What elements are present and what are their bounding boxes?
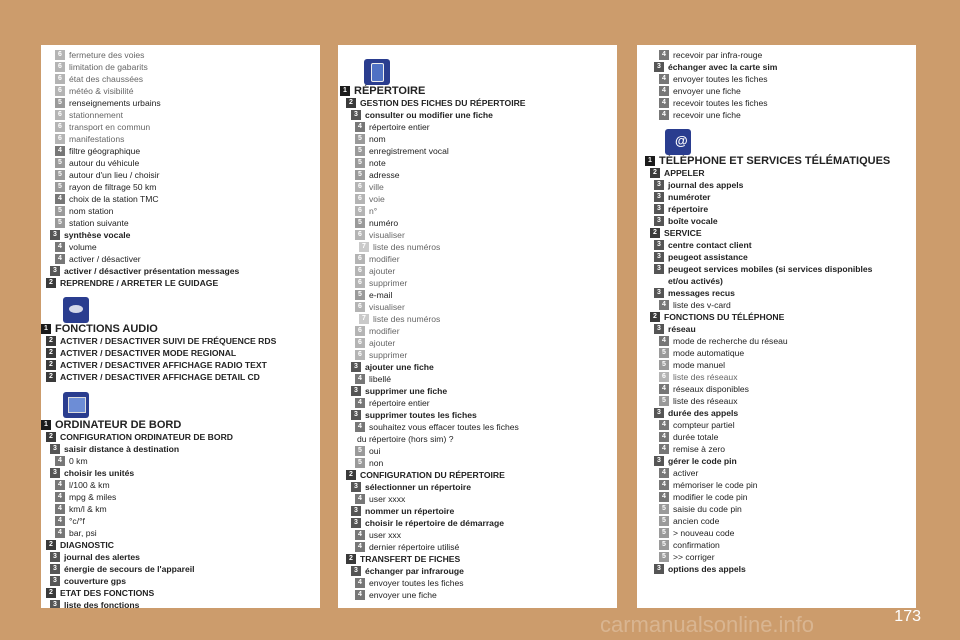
level-badge: 4 — [55, 242, 65, 252]
menu-item-label: recevoir toutes les fiches — [673, 98, 768, 108]
menu-item-label: confirmation — [673, 540, 720, 550]
menu-item-label: répertoire — [668, 204, 709, 214]
level-badge: 4 — [355, 590, 365, 600]
menu-item-label: manifestations — [69, 134, 125, 144]
menu-item-label: modifier — [369, 254, 400, 264]
level-badge: 6 — [659, 372, 669, 382]
menu-item-label: CONFIGURATION ORDINATEUR DE BORD — [60, 432, 233, 442]
level-badge: 5 — [659, 396, 669, 406]
level-badge: 5 — [355, 146, 365, 156]
menu-item-label: l/100 & km — [69, 480, 110, 490]
menu-item-label: 0 km — [69, 456, 88, 466]
level-badge: 1 — [340, 86, 350, 96]
menu-item-label: liste des numéros — [373, 314, 441, 324]
level-badge: 3 — [50, 230, 60, 240]
menu-item-label: n° — [369, 206, 378, 216]
menu-item-label: réseaux disponibles — [673, 384, 749, 394]
menu-item-label: GESTION DES FICHES DU RÉPERTOIRE — [360, 98, 526, 108]
menu-item-label: synthèse vocale — [64, 230, 131, 240]
level-badge: 6 — [355, 182, 365, 192]
menu-item-label: activer / désactiver — [69, 254, 141, 264]
menu-item-label: choisir les unités — [64, 468, 135, 478]
level-badge: 4 — [659, 110, 669, 120]
page-number: 173 — [894, 608, 921, 625]
menu-item-label: user xxxx — [369, 494, 406, 504]
menu-item-label: gérer le code pin — [668, 456, 737, 466]
level-badge: 6 — [55, 122, 65, 132]
level-badge: 4 — [55, 456, 65, 466]
menu-item-label: mémoriser le code pin — [673, 480, 758, 490]
menu-item-label: SERVICE — [664, 228, 702, 238]
menu-item-label: centre contact client — [668, 240, 752, 250]
level-badge: 3 — [654, 456, 664, 466]
menu-item-label: météo & visibilité — [69, 86, 134, 96]
level-badge: 2 — [46, 432, 56, 442]
level-badge: 6 — [355, 230, 365, 240]
menu-item-label: échanger avec la carte sim — [668, 62, 778, 72]
level-badge: 5 — [659, 360, 669, 370]
level-badge: 3 — [654, 324, 664, 334]
menu-item-label: filtre géographique — [69, 146, 141, 156]
menu-item-label: FONCTIONS DU TÉLÉPHONE — [664, 312, 785, 322]
menu-item-label: ETAT DES FONCTIONS — [60, 588, 155, 598]
level-badge: 6 — [55, 74, 65, 84]
level-badge: 6 — [355, 338, 365, 348]
level-badge: 2 — [346, 470, 356, 480]
menu-item-label: TÉLÉPHONE ET SERVICES TÉLÉMATIQUES — [659, 155, 891, 167]
menu-item-label: transport en commun — [69, 122, 151, 132]
menu-item-label: adresse — [369, 170, 400, 180]
menu-item-label: consulter ou modifier une fiche — [365, 110, 493, 120]
menu-item-label: réseau — [668, 324, 696, 334]
menu-item-label: visualiser — [369, 302, 405, 312]
level-badge: 2 — [650, 168, 660, 178]
menu-item-label: autour d'un lieu / choisir — [69, 170, 160, 180]
level-badge: 5 — [659, 552, 669, 562]
level-badge: 4 — [659, 50, 669, 60]
level-badge: 6 — [355, 206, 365, 216]
menu-item-label: ACTIVER / DESACTIVER SUIVI DE FRÉQUENCE RDS — [60, 336, 277, 346]
menu-item-label: envoyer toutes les fiches — [673, 74, 768, 84]
level-badge: 5 — [355, 458, 365, 468]
menu-item-label: enregistrement vocal — [369, 146, 449, 156]
menu-item-label: répertoire entier — [369, 398, 430, 408]
level-badge: 4 — [659, 336, 669, 346]
level-badge: 4 — [355, 578, 365, 588]
level-badge: 2 — [46, 372, 56, 382]
menu-item-label: modifier — [369, 326, 400, 336]
level-badge: 3 — [351, 506, 361, 516]
menu-item-label: fermeture des voies — [69, 50, 145, 60]
level-badge: 3 — [654, 180, 664, 190]
menu-item-label: e-mail — [369, 290, 393, 300]
level-badge: 3 — [654, 564, 664, 574]
menu-item-label: > nouveau code — [673, 528, 735, 538]
menu-item-label: et/ou activés) — [668, 276, 723, 286]
menu-item-label: ville — [369, 182, 384, 192]
menu-item-label: ajouter — [369, 266, 396, 276]
menu-item-label: journal des appels — [668, 180, 744, 190]
menu-item-label: visualiser — [369, 230, 405, 240]
menu-item-label: liste des fonctions — [64, 600, 140, 608]
level-badge: 4 — [355, 398, 365, 408]
level-badge: 5 — [55, 158, 65, 168]
menu-item-label: activer — [673, 468, 699, 478]
menu-item-label: note — [369, 158, 386, 168]
level-badge: 6 — [55, 62, 65, 72]
level-badge: 6 — [355, 326, 365, 336]
menu-item-label: durée des appels — [668, 408, 739, 418]
level-badge: 5 — [659, 504, 669, 514]
level-badge: 3 — [654, 204, 664, 214]
at-sign-glyph: @ — [675, 133, 688, 148]
menu-item-label: peugeot assistance — [668, 252, 748, 262]
menu-item-label: °c/°f — [69, 516, 85, 526]
level-badge: 4 — [659, 468, 669, 478]
menu-item-label: station suivante — [69, 218, 129, 228]
level-badge: 3 — [50, 600, 60, 608]
level-badge: 2 — [46, 360, 56, 370]
level-badge: 3 — [351, 566, 361, 576]
level-badge: 6 — [355, 194, 365, 204]
menu-item-label: supprimer — [369, 350, 408, 360]
level-badge: 4 — [659, 86, 669, 96]
menu-item-label: recevoir par infra-rouge — [673, 50, 763, 60]
level-badge: 2 — [650, 228, 660, 238]
level-badge: 4 — [659, 300, 669, 310]
level-badge: 5 — [355, 218, 365, 228]
level-badge: 2 — [46, 588, 56, 598]
menu-item-label: mode automatique — [673, 348, 745, 358]
menu-item-label: envoyer une fiche — [369, 590, 437, 600]
level-badge: 5 — [659, 516, 669, 526]
phonebook-icon — [364, 59, 390, 85]
menu-item-label: répertoire entier — [369, 122, 430, 132]
level-badge: 3 — [351, 386, 361, 396]
menu-item-label: saisie du code pin — [673, 504, 742, 514]
level-badge: 6 — [55, 86, 65, 96]
audio-icon — [63, 297, 89, 323]
menu-item-label: bar, psi — [69, 528, 97, 538]
level-badge: 5 — [55, 98, 65, 108]
level-badge: 4 — [659, 420, 669, 430]
level-badge: 3 — [654, 408, 664, 418]
menu-item-label: numéro — [369, 218, 399, 228]
menu-item-label: nom — [369, 134, 386, 144]
level-badge: 4 — [55, 528, 65, 538]
level-badge: 1 — [41, 420, 51, 430]
menu-item-label: non — [369, 458, 384, 468]
level-badge: 3 — [654, 264, 664, 274]
level-badge: 4 — [355, 374, 365, 384]
level-badge: 5 — [659, 540, 669, 550]
menu-item-label: supprimer — [369, 278, 408, 288]
level-badge: 4 — [355, 122, 365, 132]
level-badge: 7 — [359, 314, 369, 324]
level-badge: 4 — [355, 422, 365, 432]
menu-item-label: supprimer une fiche — [365, 386, 448, 396]
level-badge: 6 — [55, 110, 65, 120]
menu-item-label: liste des réseaux — [673, 396, 738, 406]
menu-item-label: km/l & km — [69, 504, 107, 514]
menu-item-label: APPELER — [664, 168, 705, 178]
level-badge: 3 — [654, 192, 664, 202]
menu-item-label: numéroter — [668, 192, 711, 202]
menu-item-label: mode de recherche du réseau — [673, 336, 788, 346]
level-badge: 3 — [50, 266, 60, 276]
level-badge: 1 — [41, 324, 51, 334]
level-badge: 6 — [55, 50, 65, 60]
menu-item-label: ajouter une fiche — [365, 362, 434, 372]
menu-item-label: stationnement — [69, 110, 123, 120]
level-badge: 3 — [351, 410, 361, 420]
level-badge: 6 — [355, 266, 365, 276]
menu-item-label: liste des réseaux — [673, 372, 738, 382]
level-badge: 2 — [46, 540, 56, 550]
level-badge: 5 — [659, 348, 669, 358]
menu-item-label: renseignements urbains — [69, 98, 161, 108]
level-badge: 5 — [355, 290, 365, 300]
level-badge: 2 — [650, 312, 660, 322]
level-badge: 3 — [654, 62, 664, 72]
menu-item-label: ancien code — [673, 516, 720, 526]
level-badge: 5 — [55, 182, 65, 192]
menu-item-label: user xxx — [369, 530, 401, 540]
menu-item-label: recevoir une fiche — [673, 110, 741, 120]
level-badge: 5 — [55, 206, 65, 216]
level-badge: 4 — [659, 492, 669, 502]
menu-item-label: liste des v-card — [673, 300, 731, 310]
menu-item-label: souhaitez vous effacer toutes les fiches — [369, 422, 519, 432]
level-badge: 6 — [355, 254, 365, 264]
level-badge: 5 — [355, 158, 365, 168]
level-badge: 6 — [355, 302, 365, 312]
menu-item-label: remise à zero — [673, 444, 726, 454]
level-badge: 5 — [355, 170, 365, 180]
menu-item-label: durée totale — [673, 432, 719, 442]
level-badge: 4 — [55, 516, 65, 526]
menu-column-2 — [338, 45, 617, 608]
menu-item-label: du répertoire (hors sim) ? — [357, 434, 454, 444]
menu-item-label: >> corriger — [673, 552, 715, 562]
menu-item-label: ACTIVER / DESACTIVER AFFICHAGE RADIO TEXT — [60, 360, 267, 370]
menu-item-label: peugeot services mobiles (si services disponibles — [668, 264, 873, 274]
menu-item-label: échanger par infrarouge — [365, 566, 464, 576]
level-badge: 5 — [55, 170, 65, 180]
menu-item-label: messages recus — [668, 288, 735, 298]
level-badge: 2 — [346, 98, 356, 108]
menu-item-label: activer / désactiver présentation messages — [64, 266, 240, 276]
level-badge: 6 — [355, 278, 365, 288]
level-badge: 4 — [659, 444, 669, 454]
menu-item-label: envoyer toutes les fiches — [369, 578, 464, 588]
level-badge: 4 — [659, 384, 669, 394]
level-badge: 1 — [645, 156, 655, 166]
level-badge: 4 — [55, 194, 65, 204]
menu-item-label: REPRENDRE / ARRETER LE GUIDAGE — [60, 278, 219, 288]
menu-item-label: libellé — [369, 374, 391, 384]
menu-item-label: mode manuel — [673, 360, 726, 370]
menu-item-label: oui — [369, 446, 381, 456]
menu-item-label: ACTIVER / DESACTIVER MODE REGIONAL — [60, 348, 237, 358]
level-badge: 3 — [351, 518, 361, 528]
level-badge: 3 — [654, 240, 664, 250]
menu-item-label: ORDINATEUR DE BORD — [55, 419, 182, 431]
level-badge: 4 — [659, 480, 669, 490]
menu-item-label: choisir le répertoire de démarrage — [365, 518, 504, 528]
menu-item-label: ajouter — [369, 338, 396, 348]
level-badge: 5 — [55, 218, 65, 228]
menu-item-label: ACTIVER / DESACTIVER AFFICHAGE DETAIL CD — [60, 372, 260, 382]
level-badge: 2 — [346, 554, 356, 564]
menu-item-label: journal des alertes — [64, 552, 140, 562]
telematics-icon — [665, 129, 691, 155]
level-badge: 7 — [359, 242, 369, 252]
level-badge: 2 — [46, 336, 56, 346]
menu-item-label: envoyer une fiche — [673, 86, 741, 96]
level-badge: 6 — [355, 350, 365, 360]
menu-column-1 — [41, 45, 320, 608]
level-badge: 4 — [659, 74, 669, 84]
level-badge: 4 — [659, 98, 669, 108]
level-badge: 4 — [55, 146, 65, 156]
level-badge: 3 — [351, 482, 361, 492]
level-badge: 3 — [654, 252, 664, 262]
menu-column-3 — [637, 45, 916, 608]
menu-item-label: FONCTIONS AUDIO — [55, 323, 158, 335]
level-badge: 4 — [355, 494, 365, 504]
menu-item-label: rayon de filtrage 50 km — [69, 182, 157, 192]
menu-item-label: supprimer toutes les fiches — [365, 410, 477, 420]
menu-item-label: sélectionner un répertoire — [365, 482, 472, 492]
menu-item-label: volume — [69, 242, 97, 252]
menu-item-label: état des chaussées — [69, 74, 144, 84]
menu-item-label: nom station — [69, 206, 114, 216]
menu-item-label: DIAGNOSTIC — [60, 540, 114, 550]
level-badge: 3 — [654, 216, 664, 226]
menu-item-label: couverture gps — [64, 576, 127, 586]
menu-item-label: modifier le code pin — [673, 492, 748, 502]
level-badge: 5 — [659, 528, 669, 538]
menu-item-label: choix de la station TMC — [69, 194, 159, 204]
menu-item-label: limitation de gabarits — [69, 62, 148, 72]
level-badge: 5 — [355, 446, 365, 456]
menu-item-label: options des appels — [668, 564, 746, 574]
level-badge: 4 — [355, 530, 365, 540]
level-badge: 4 — [55, 492, 65, 502]
level-badge: 4 — [55, 254, 65, 264]
level-badge: 3 — [351, 110, 361, 120]
menu-item-label: TRANSFERT DE FICHES — [360, 554, 461, 564]
menu-item-label: énergie de secours de l'appareil — [64, 564, 195, 574]
onboard-computer-icon — [63, 392, 89, 418]
menu-item-label: compteur partiel — [673, 420, 735, 430]
menu-item-label: RÉPERTOIRE — [354, 85, 426, 97]
level-badge: 2 — [46, 278, 56, 288]
level-badge: 6 — [55, 134, 65, 144]
level-badge: 3 — [50, 564, 60, 574]
menu-item-label: voie — [369, 194, 385, 204]
menu-item-label: autour du véhicule — [69, 158, 140, 168]
menu-item-label: nommer un répertoire — [365, 506, 455, 516]
menu-item-label: mpg & miles — [69, 492, 117, 502]
menu-item-label: dernier répertoire utilisé — [369, 542, 460, 552]
menu-item-label: boîte vocale — [668, 216, 718, 226]
level-badge: 5 — [355, 134, 365, 144]
level-badge: 3 — [50, 552, 60, 562]
level-badge: 3 — [50, 576, 60, 586]
level-badge: 3 — [50, 444, 60, 454]
level-badge: 3 — [351, 362, 361, 372]
menu-item-label: liste des numéros — [373, 242, 441, 252]
level-badge: 4 — [55, 480, 65, 490]
level-badge: 3 — [654, 288, 664, 298]
level-badge: 2 — [46, 348, 56, 358]
level-badge: 4 — [55, 504, 65, 514]
level-badge: 3 — [50, 468, 60, 478]
level-badge: 4 — [355, 542, 365, 552]
menu-item-label: saisir distance à destination — [64, 444, 180, 454]
menu-item-label: CONFIGURATION DU RÉPERTOIRE — [360, 470, 505, 480]
watermark: carmanualsonline.info — [600, 612, 815, 637]
level-badge: 4 — [659, 432, 669, 442]
